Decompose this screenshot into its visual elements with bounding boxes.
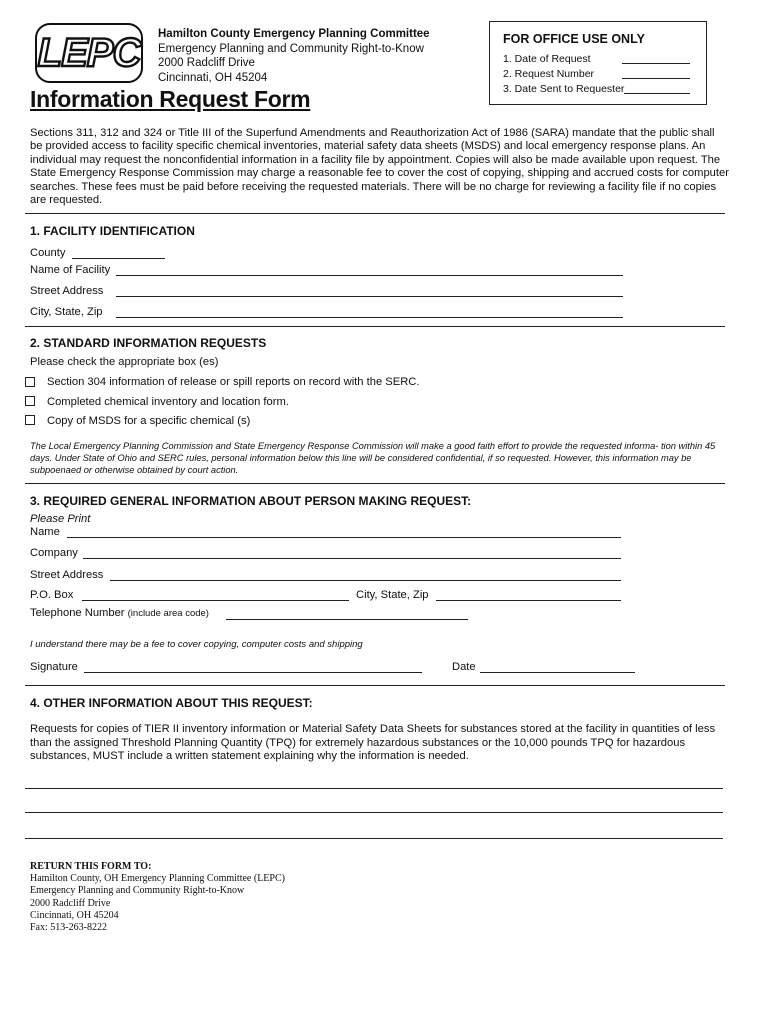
section-divider — [25, 483, 725, 484]
office-use-box — [489, 21, 707, 105]
requester-name-field[interactable] — [67, 537, 621, 538]
msds-copy-checkbox[interactable] — [25, 415, 35, 425]
section4-text: Requests for copies of TIER II inventory information or Material Safety Data Sheets for substances stored at the facility in quantities of less than the assigned Threshold Planning Quantity (TPQ) for extremely hazardous substances or the 10,000 pounds TPQ for hazardous substances, MUST include a written statement explaining why the information is needed. — [30, 723, 716, 763]
requester-name-label: Name — [30, 526, 60, 538]
fee-acknowledgement: I understand there may be a fee to cover copying, computer costs and shipping — [30, 639, 363, 650]
lepc-logo-graphic — [34, 22, 144, 84]
telephone-note: (include area code) — [127, 608, 209, 619]
form-title: Information Request Form — [30, 86, 311, 112]
explanation-line-1[interactable] — [25, 788, 723, 789]
lepc-logo — [34, 22, 144, 84]
section1-heading: 1. FACILITY IDENTIFICATION — [30, 224, 195, 238]
check-instruction: Please check the appropriate box (es) — [30, 356, 219, 368]
intro-paragraph: Sections 311, 312 and 324 or Title III of the Superfund Amendments and Reauthorization Act of 1986 (SARA) mandate that the public shall be provided access to facility specific chemical inventories, material safety data sheets (MSDS) and local emergency response plans. An individual may request the nonconfidential information in a facility file by appointment. Copies will also be made available upon request. The State Emergency Response Commission may charge a reasonable fee to cover the cost of copying, shipping and accrued costs for computer searches. These fees must be paid before receiving the requested materials. There will be no charge for reviewing a facility file if no copies are requested. — [30, 127, 729, 207]
office-request-number-field[interactable] — [622, 78, 690, 79]
signature-field[interactable] — [84, 672, 422, 673]
section2-heading: 2. STANDARD INFORMATION REQUESTS — [30, 336, 267, 350]
return-line-city: Cincinnati, OH 45204 — [30, 909, 119, 921]
telephone-label-text: Telephone Number — [30, 607, 125, 619]
telephone-label — [30, 607, 209, 619]
release-reports-label: Section 304 information of release or spill reports on record with the SERC. — [47, 376, 420, 388]
return-line-street: 2000 Radcliff Drive — [30, 897, 111, 909]
chemical-inventory-label: Completed chemical inventory and location form. — [47, 396, 289, 408]
office-date-sent-field[interactable] — [624, 93, 690, 94]
requester-company-label: Company — [30, 547, 78, 559]
return-address — [30, 861, 285, 934]
po-box-field[interactable] — [82, 600, 349, 601]
facility-name-label: Name of Facility — [30, 264, 111, 276]
telephone-field[interactable] — [226, 619, 468, 620]
explanation-line-3[interactable] — [25, 838, 723, 839]
facility-street-label: Street Address — [30, 285, 104, 297]
logo-text: LEPC — [37, 31, 141, 75]
county-field[interactable] — [72, 258, 165, 259]
return-line-fax: Fax: 513-263-8222 — [30, 922, 107, 934]
requester-city-field[interactable] — [436, 600, 621, 601]
requester-street-field[interactable] — [110, 580, 621, 581]
facility-street-field[interactable] — [116, 296, 623, 297]
return-line-org: Hamilton County, OH Emergency Planning Committee (LEPC) — [30, 873, 285, 885]
confidentiality-note: The Local Emergency Planning Commission and State Emergency Response Commission will make a good faith effort to provide the requested informa- tion within 45 days. Under State of Ohio and SERC rules, personal information below this line will be considered confidential, if so requested. However, this information may be subpoenaed or otherwise obtained by court action. — [30, 441, 716, 476]
org-subtitle: Emergency Planning and Community Right-to-Know — [158, 42, 424, 55]
facility-name-field[interactable] — [116, 275, 623, 276]
chemical-inventory-checkbox[interactable] — [25, 396, 35, 406]
office-date-of-request-field[interactable] — [622, 63, 690, 64]
po-box-label: P.O. Box — [30, 589, 74, 601]
facility-city-field[interactable] — [116, 317, 623, 318]
org-address-city: Cincinnati, OH 45204 — [158, 71, 268, 84]
org-address-street: 2000 Radcliff Drive — [158, 57, 255, 69]
office-date-of-request-label: 1. Date of Request — [503, 53, 591, 65]
signature-label: Signature — [30, 661, 78, 673]
section4-heading: 4. OTHER INFORMATION ABOUT THIS REQUEST: — [30, 696, 313, 710]
requester-company-field[interactable] — [83, 558, 621, 559]
return-heading: RETURN THIS FORM TO: — [30, 861, 152, 872]
org-name: Hamilton County Emergency Planning Committee — [158, 28, 430, 40]
office-date-sent-label: 3. Date Sent to Requester — [503, 83, 625, 95]
section-divider — [25, 326, 725, 327]
explanation-line-2[interactable] — [25, 812, 723, 813]
organization-header — [158, 27, 430, 85]
return-line-dept: Emergency Planning and Community Right-to-Know — [30, 885, 245, 897]
county-label: County — [30, 247, 66, 259]
release-reports-checkbox[interactable] — [25, 377, 35, 387]
please-print-label: Please Print — [30, 513, 91, 525]
msds-copy-label: Copy of MSDS for a specific chemical (s) — [47, 415, 251, 427]
office-request-number-label: 2. Request Number — [503, 68, 595, 80]
office-use-title: FOR OFFICE USE ONLY — [503, 32, 645, 46]
facility-city-label: City, State, Zip — [30, 306, 103, 318]
section3-heading: 3. REQUIRED GENERAL INFORMATION ABOUT PERSON MAKING REQUEST: — [30, 494, 472, 508]
requester-city-label: City, State, Zip — [356, 589, 429, 601]
requester-street-label: Street Address — [30, 569, 104, 581]
section-divider — [25, 685, 725, 686]
section-divider — [25, 213, 725, 214]
date-label: Date — [452, 661, 476, 673]
date-field[interactable] — [480, 672, 635, 673]
